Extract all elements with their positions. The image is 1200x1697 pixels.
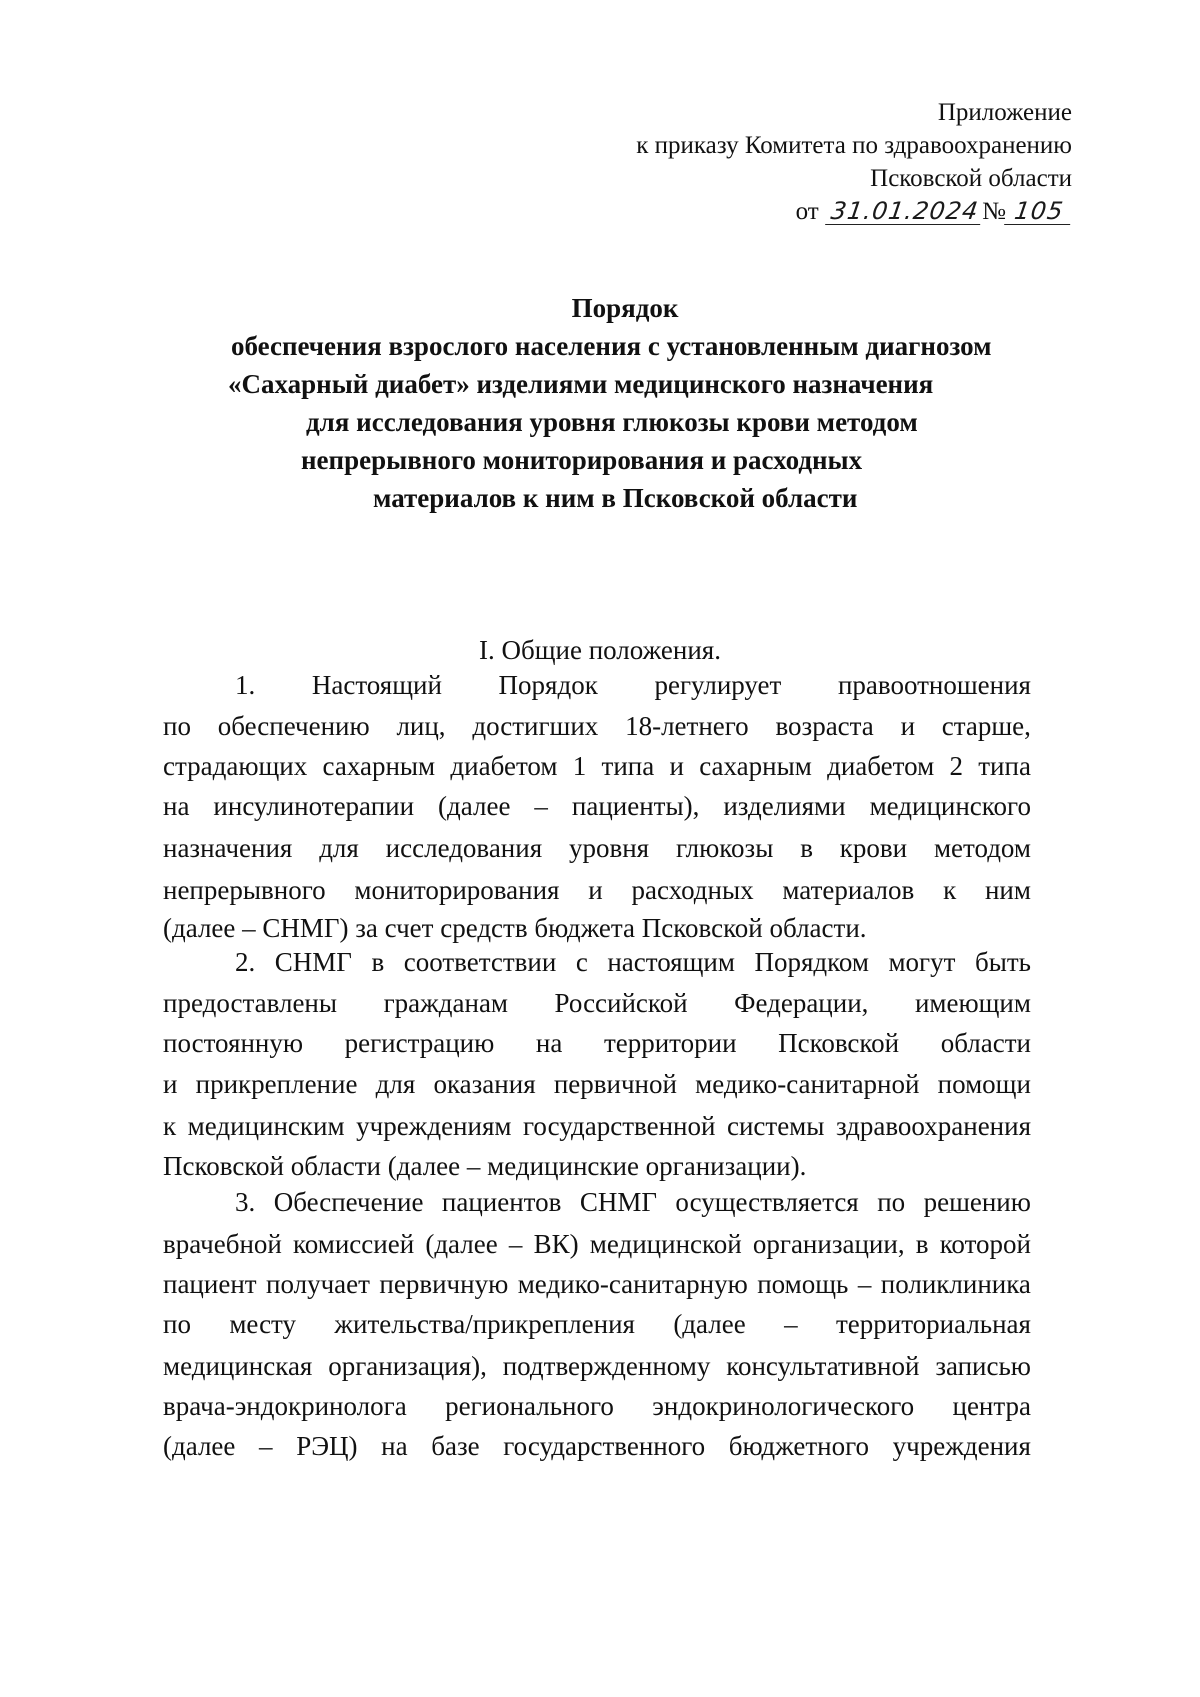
text-word: которой (939, 1229, 1031, 1259)
text-word: эндокринологического (652, 1391, 915, 1421)
text-word: учреждения (892, 1431, 1031, 1461)
text-word: диабетом (827, 751, 935, 781)
text-word: – (259, 1431, 273, 1461)
text-word: Порядком (754, 947, 869, 977)
text-word: СНМГ (579, 1187, 657, 1217)
text-line (163, 1066, 1031, 1102)
text-line (163, 1348, 1031, 1384)
text-line (163, 1226, 1031, 1262)
number-sign: № (982, 198, 1006, 225)
text-word: достигших (472, 711, 599, 741)
text-word: и (588, 875, 603, 905)
text-word: глюкозы (675, 833, 774, 863)
text-line (163, 985, 1031, 1021)
text-word: территориальная (835, 1309, 1031, 1339)
text-word: бюджетного (728, 1431, 870, 1461)
text-word: медико-санитарную (517, 1269, 748, 1299)
text-line (163, 872, 1031, 908)
text-word: (далее (438, 791, 511, 821)
text-word: оказания (433, 1069, 536, 1099)
text-word: медицинской (589, 1229, 742, 1259)
text-word: быть (974, 947, 1031, 977)
text-word: материалов (782, 875, 915, 905)
text-word: по (163, 711, 191, 741)
text-word: на (535, 1028, 563, 1058)
text-word: медицинского (869, 791, 1031, 821)
text-word: первичную (379, 1269, 509, 1299)
text-line (163, 708, 1031, 744)
appendix-dateline (636, 195, 1072, 228)
text-word: записью (935, 1351, 1031, 1381)
text-word: Порядок (498, 670, 598, 700)
text-word: решению (923, 1187, 1031, 1217)
text-line (163, 788, 1031, 824)
text-word: по (877, 1187, 906, 1217)
text-word: пациент (163, 1269, 257, 1299)
text-word: ним (984, 875, 1031, 905)
text-word: в (915, 1229, 929, 1259)
text-word: медико-санитарной (695, 1069, 920, 1099)
text-word: осуществляется (675, 1187, 859, 1217)
text-word: с (575, 947, 588, 977)
handwritten-number: 105 (1004, 198, 1074, 225)
title-line: для исследования уровня глюкозы крови методом (306, 407, 918, 437)
appendix-block (636, 96, 1072, 228)
text-word: жительства/прикрепления (334, 1309, 635, 1339)
text-word: предоставлены (163, 988, 338, 1018)
text-line (163, 1428, 1031, 1464)
text-word: врачебной (163, 1229, 282, 1259)
text-line (163, 748, 1031, 784)
text-word: базе (431, 1431, 480, 1461)
text-word: диабетом (450, 751, 558, 781)
text-word: комиссией (293, 1229, 415, 1259)
text-word: месту (229, 1309, 296, 1339)
text-word: врача-эндокринолога (163, 1391, 407, 1421)
text-word: мониторирования (354, 875, 560, 905)
text-word: к (163, 1111, 177, 1141)
text-word: Обеспечение (273, 1187, 424, 1217)
text-word: по (163, 1309, 191, 1339)
text-word: регулирует (654, 670, 782, 700)
text-word: пациентов (441, 1187, 562, 1217)
section-heading: I. Общие положения. (479, 635, 721, 665)
text-word: консультативной (726, 1351, 920, 1381)
text-word: системы (726, 1111, 825, 1141)
text-word: для (375, 1069, 416, 1099)
text-word: здравоохранения (835, 1111, 1031, 1141)
text-word: пациенты), (571, 791, 700, 821)
text-word: на (163, 791, 190, 821)
text-word: в (371, 947, 385, 977)
text-line (163, 1266, 1031, 1302)
text-line (163, 1025, 1031, 1061)
text-word: учреждениям (356, 1111, 512, 1141)
text-word: назначения (163, 833, 293, 863)
text-word: настоящим (607, 947, 735, 977)
text-word: уровня (568, 833, 650, 863)
text-word: – (508, 1229, 523, 1259)
text-word: ВК) (533, 1229, 579, 1259)
text-word: непрерывного (163, 875, 326, 905)
text-word: и (900, 711, 916, 741)
text-word: инсулинотерапии (213, 791, 415, 821)
text-word: 18-летнего (625, 711, 749, 741)
title-line: «Сахарный диабет» изделиями медицинского назначения (228, 369, 934, 399)
text-line (163, 1108, 1031, 1144)
text-word: – (534, 791, 548, 821)
text-word: территории (603, 1028, 737, 1058)
text-word: РЭЦ) (296, 1431, 358, 1461)
text-word: организации, (752, 1229, 905, 1259)
text-word: 3. (235, 1187, 256, 1217)
text-word: (далее – СНМГ) за счет средств бюджета Псковской области. (163, 913, 867, 943)
text-line (163, 830, 1031, 866)
text-word: медицинским (187, 1111, 345, 1141)
text-word: Псковской области (далее – медицинские организации). (163, 1151, 807, 1181)
date-prefix: от (795, 198, 819, 225)
text-word: имеющим (914, 988, 1031, 1018)
text-word: обеспечению (217, 711, 370, 741)
text-word: (далее (163, 1431, 236, 1461)
text-word: подтвержденному (502, 1351, 711, 1381)
text-word: возраста (775, 711, 874, 741)
text-word: центра (952, 1391, 1031, 1421)
appendix-region: Псковской области (870, 165, 1072, 192)
text-word: организация), (328, 1351, 487, 1381)
text-word: сахарным (699, 751, 812, 781)
text-word: – (857, 1269, 872, 1299)
title-line: обеспечения взрослого населения с установленным диагнозом (231, 331, 992, 361)
text-word: могут (888, 947, 956, 977)
text-word: и (669, 751, 684, 781)
text-word: расходных (631, 875, 754, 905)
text-line (163, 1306, 1031, 1342)
text-word: СНМГ (274, 947, 352, 977)
text-word: регионального (445, 1391, 614, 1421)
text-word: получает (266, 1269, 370, 1299)
appendix-title: Приложение (937, 99, 1072, 126)
title-line: материалов к ним в Псковской области (373, 483, 858, 513)
text-line (235, 944, 1031, 980)
text-word: соответствии (403, 947, 557, 977)
text-line (235, 667, 1031, 703)
text-word: 1 (572, 751, 587, 781)
text-word: (далее (425, 1229, 498, 1259)
text-word: медицинская (163, 1351, 313, 1381)
text-word: для (319, 833, 359, 863)
text-word: на (381, 1431, 408, 1461)
text-word: области (940, 1028, 1031, 1058)
text-word: правоотношения (837, 670, 1031, 700)
title-line: непрерывного мониторирования и расходных (301, 445, 863, 475)
text-word: лиц, (396, 711, 446, 741)
text-word: Настоящий (311, 670, 442, 700)
text-word: первичной (553, 1069, 677, 1099)
text-word: 2. (235, 947, 256, 977)
text-line (235, 1184, 1031, 1220)
text-word: помощь (757, 1269, 849, 1299)
text-word: исследования (385, 833, 543, 863)
appendix-order-reference: к приказу Комитета по здравоохранению (636, 132, 1072, 159)
text-word: 1. (235, 670, 256, 700)
text-word: Псковской (778, 1028, 900, 1058)
handwritten-date: 31.01.2024 (825, 198, 984, 225)
text-word: и (163, 1069, 178, 1099)
text-line (163, 910, 1031, 946)
text-word: к (943, 875, 957, 905)
text-word: государственного (503, 1431, 706, 1461)
text-word: помощи (937, 1069, 1031, 1099)
text-line (163, 1388, 1031, 1424)
text-word: крови (839, 833, 908, 863)
text-word: страдающих (163, 751, 308, 781)
text-word: Российской (554, 988, 688, 1018)
text-word: типа (978, 751, 1031, 781)
text-word: сахарным (322, 751, 436, 781)
text-word: изделиями (723, 791, 846, 821)
text-word: поликлиника (880, 1269, 1031, 1299)
text-word: регистрацию (344, 1028, 495, 1058)
text-word: (далее (673, 1309, 746, 1339)
text-word: методом (933, 833, 1031, 863)
text-word: Федерации, (734, 988, 869, 1018)
text-word: постоянную (163, 1028, 304, 1058)
text-word: – (784, 1309, 798, 1339)
title-line: Порядок (571, 293, 679, 323)
text-word: прикрепление (195, 1069, 358, 1099)
text-word: государственной (523, 1111, 716, 1141)
text-word: гражданам (383, 988, 509, 1018)
text-word: старше, (941, 711, 1031, 741)
text-word: типа (601, 751, 655, 781)
text-word: 2 (949, 751, 963, 781)
text-word: в (800, 833, 813, 863)
text-line (163, 1148, 1031, 1184)
